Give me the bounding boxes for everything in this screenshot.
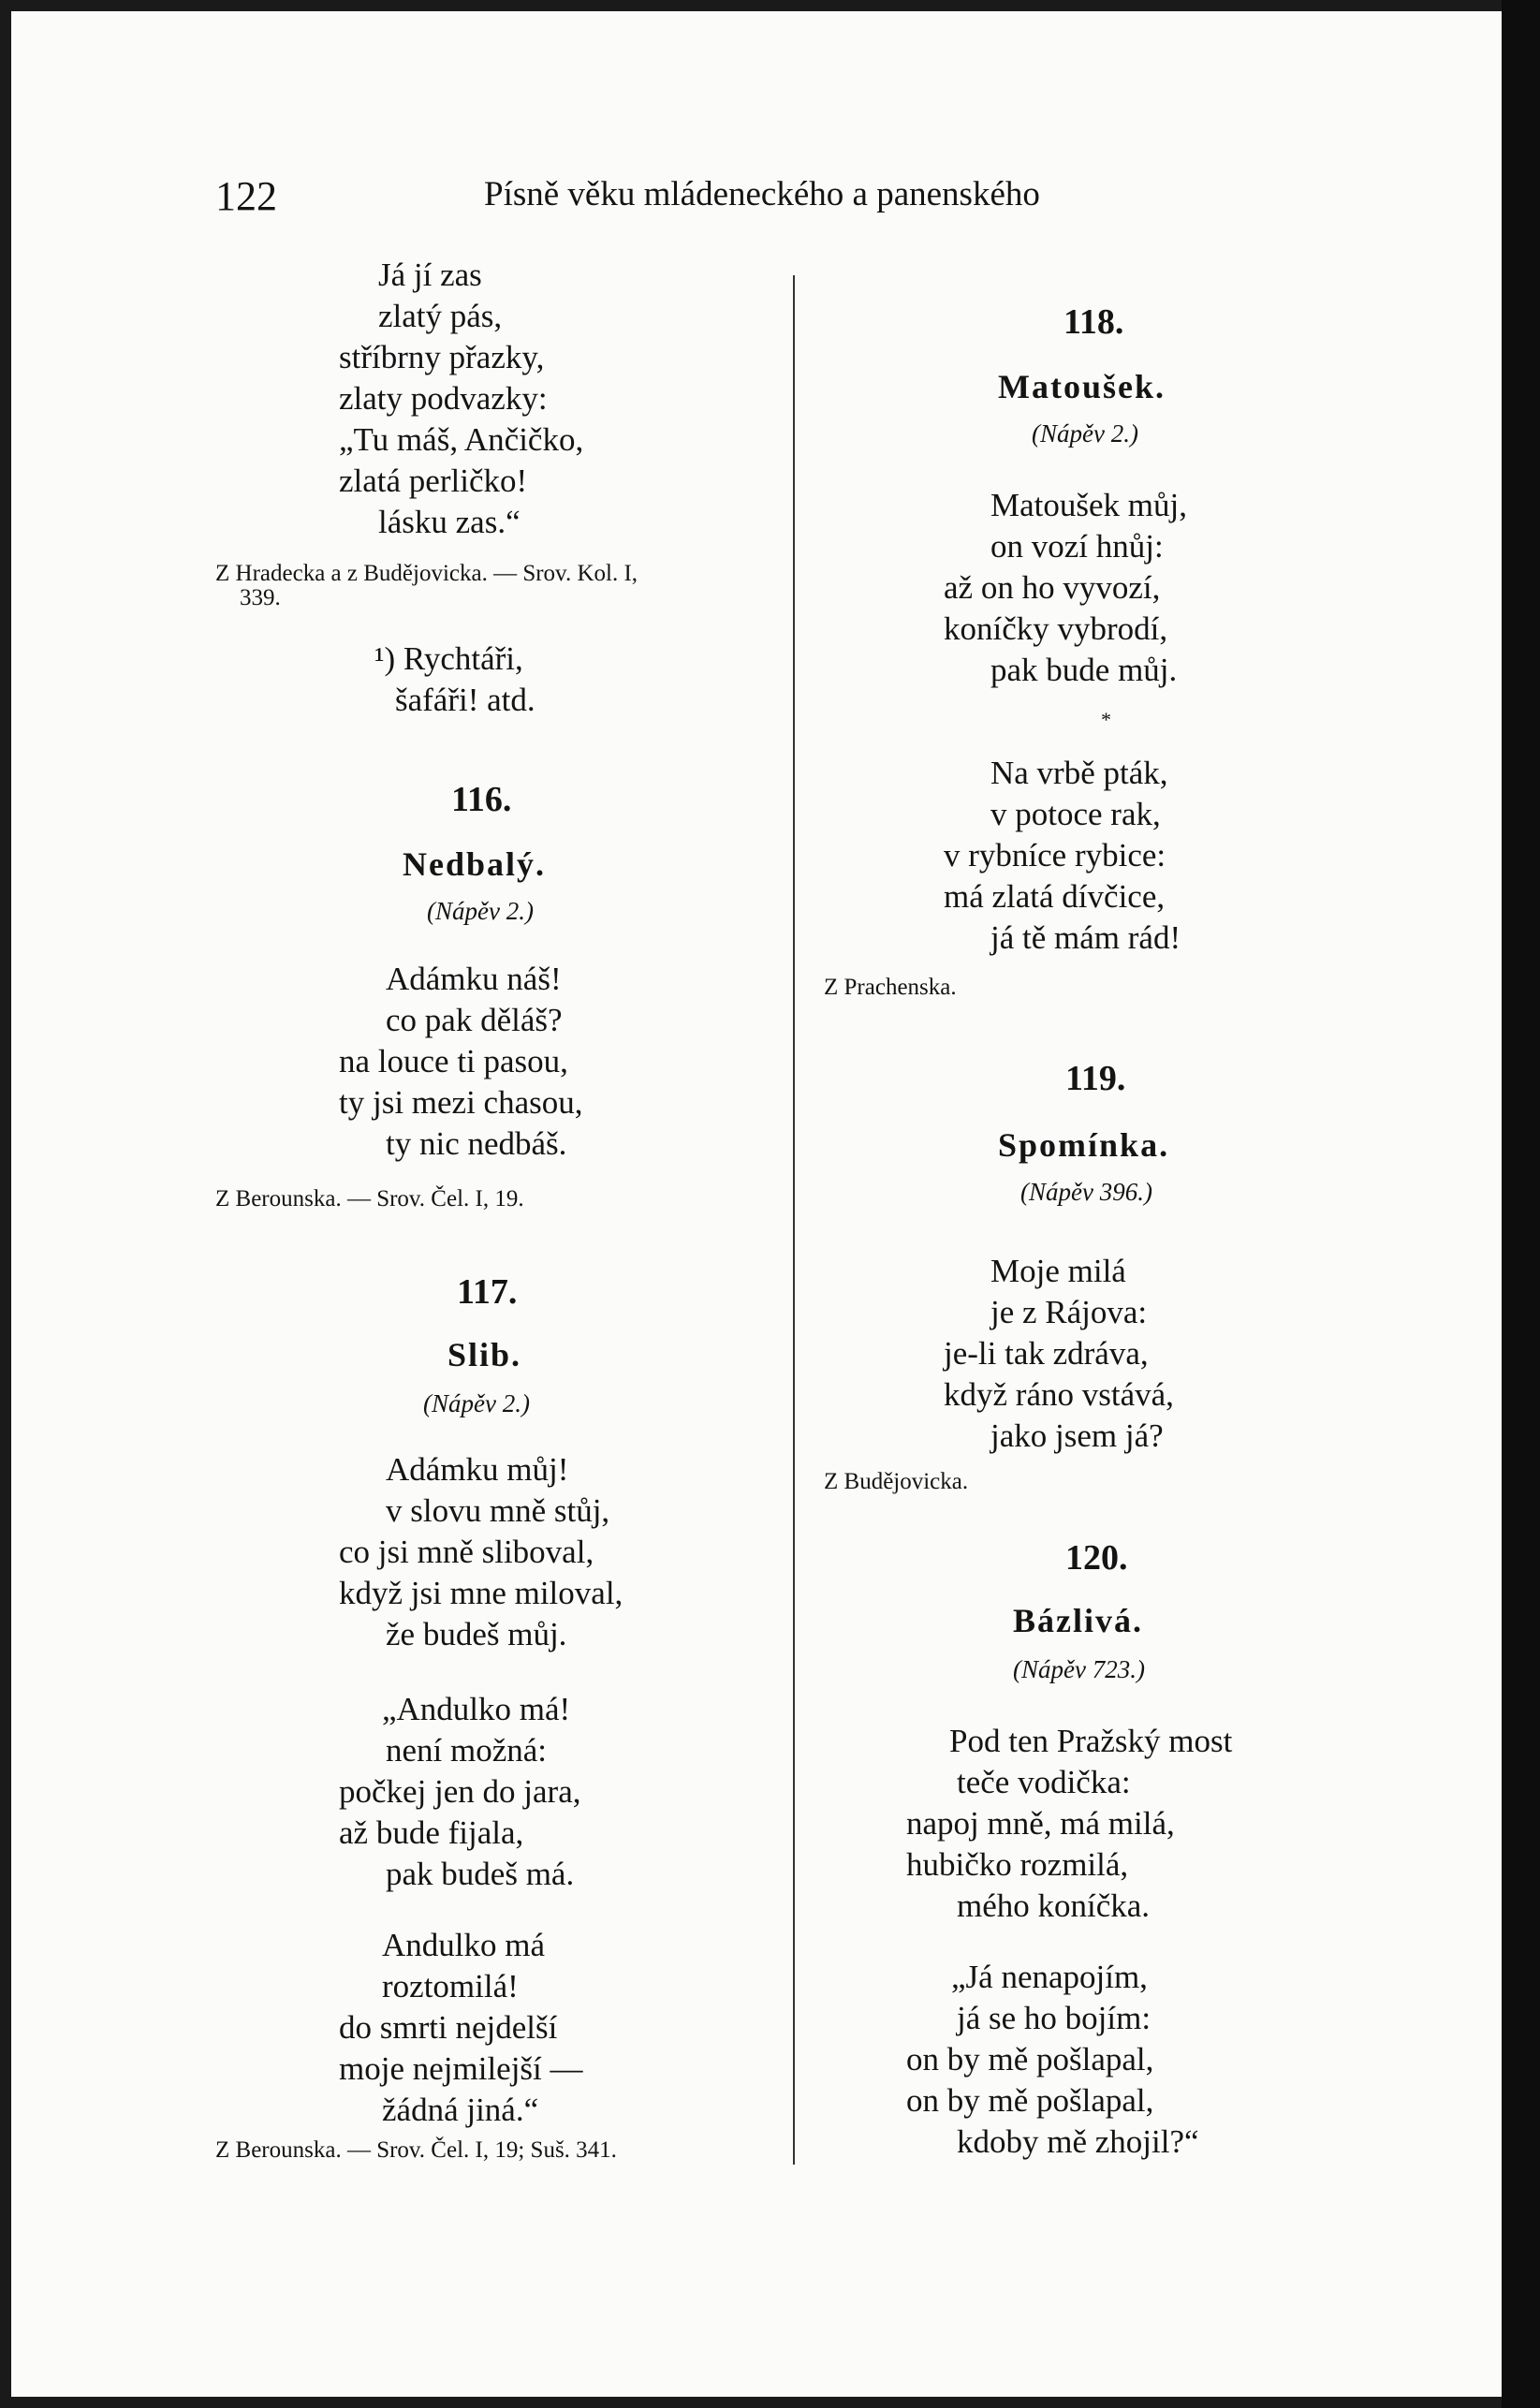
stanza-separator: * xyxy=(1101,708,1111,731)
verse-line: on by mě pošlapal, xyxy=(906,2082,1154,2119)
song-title: Bázlivá. xyxy=(1013,1602,1143,1639)
verse-line: zlatý pás, xyxy=(378,298,503,334)
verse-line: jako jsem já? xyxy=(990,1417,1164,1454)
source-note: Z Berounska. — Srov. Čel. I, 19; Suš. 341. xyxy=(215,2137,617,2163)
verse-line: je z Rájova: xyxy=(990,1294,1148,1330)
verse-line: já tě mám rád! xyxy=(990,919,1181,956)
tune-reference: (Nápěv 2.) xyxy=(423,1389,530,1417)
verse-line: zlatá perličko! xyxy=(339,463,528,499)
source-note: Z Berounska. — Srov. Čel. I, 19. xyxy=(215,1186,524,1211)
source-note: Z Prachenska. xyxy=(824,975,957,1000)
source-note: Z Budějovicka. xyxy=(824,1469,969,1494)
verse-line: v potoce rak, xyxy=(990,796,1161,832)
verse-line: zlaty podvazky: xyxy=(339,380,548,417)
verse-line: koníčky vybrodí, xyxy=(944,610,1168,647)
verse-line: roztomilá! xyxy=(382,1968,519,2004)
verse-line: pak bude můj. xyxy=(990,652,1178,688)
verse-line: co jsi mně sliboval, xyxy=(339,1534,594,1570)
song-title: Slib. xyxy=(447,1336,522,1373)
verse-line: teče vodička: xyxy=(957,1764,1131,1800)
verse-line: moje nejmilejší — xyxy=(339,2050,583,2087)
tune-reference: (Nápěv 723.) xyxy=(1013,1655,1145,1683)
verse-line: pak budeš má. xyxy=(386,1856,575,1892)
verse-line: když ráno vstává, xyxy=(944,1376,1174,1413)
verse-line: na louce ti pasou, xyxy=(339,1043,568,1079)
verse-line: až on ho vyvozí, xyxy=(944,569,1161,606)
running-title: Písně věku mládeneckého a panenského xyxy=(484,175,1040,213)
verse-line: Moje milá xyxy=(990,1253,1126,1289)
song-number: 120. xyxy=(1065,1538,1128,1578)
source-note: Z Hradecka a z Budějovicka. — Srov. Kol. I, xyxy=(215,561,638,586)
verse-line: počkej jen do jara, xyxy=(339,1773,581,1810)
tune-reference: (Nápěv 2.) xyxy=(427,897,534,925)
verse-line: Matoušek můj, xyxy=(990,487,1187,523)
song-number: 119. xyxy=(1065,1059,1126,1098)
verse-line: Na vrbě pták, xyxy=(990,755,1168,791)
right-column xyxy=(11,11,1502,2397)
verse-line: Adámku můj! xyxy=(386,1451,569,1488)
verse-line: když jsi mne miloval, xyxy=(339,1575,623,1611)
verse-line: v slovu mně stůj, xyxy=(386,1492,610,1529)
verse-line: kdoby mě zhojil?“ xyxy=(957,2123,1199,2160)
song-title: Nedbalý. xyxy=(403,845,547,883)
page-number: 122 xyxy=(215,173,277,219)
verse-line: napoj mně, má milá, xyxy=(906,1805,1175,1842)
song-title: Spomínka. xyxy=(998,1126,1170,1164)
verse-line: „Tu máš, Ančičko, xyxy=(339,421,584,458)
verse-line: že budeš můj. xyxy=(386,1616,567,1652)
footnote: šafáři! atd. xyxy=(395,682,535,718)
verse-line: on vozí hnůj: xyxy=(990,528,1164,565)
song-number: 117. xyxy=(457,1272,518,1312)
verse-line: on by mě pošlapal, xyxy=(906,2041,1154,2078)
song-number: 118. xyxy=(1063,302,1124,342)
verse-line: Andulko má xyxy=(382,1927,546,1963)
tune-reference: (Nápěv 2.) xyxy=(1032,419,1138,448)
verse-line: do smrti nejdelší xyxy=(339,2009,558,2046)
verse-line: Pod ten Pražský most xyxy=(949,1723,1233,1759)
verse-line: je-li tak zdráva, xyxy=(944,1335,1149,1372)
tune-reference: (Nápěv 396.) xyxy=(1020,1178,1152,1206)
verse-line: žádná jiná.“ xyxy=(382,2092,539,2128)
verse-line: co pak děláš? xyxy=(386,1002,563,1038)
song-title: Matoušek. xyxy=(998,368,1166,405)
song-number: 116. xyxy=(451,780,512,819)
verse-line: lásku zas.“ xyxy=(378,504,521,540)
verse-line: v rybníce rybice: xyxy=(944,837,1166,874)
footnote: ¹) Rychtáři, xyxy=(374,640,523,677)
source-note: 339. xyxy=(240,585,281,610)
book-page xyxy=(11,11,1502,2397)
verse-line: ty jsi mezi chasou, xyxy=(339,1084,583,1121)
verse-line: ty nic nedbáš. xyxy=(386,1125,567,1162)
verse-line: mého koníčka. xyxy=(957,1887,1151,1924)
verse-line: Já jí zas xyxy=(378,257,482,293)
verse-line: až bude fijala, xyxy=(339,1814,524,1851)
verse-line: „Já nenapojím, xyxy=(951,1959,1148,1995)
verse-line: hubičko rozmilá, xyxy=(906,1846,1129,1883)
verse-line: není možná: xyxy=(386,1732,548,1769)
verse-line: „Andulko má! xyxy=(382,1691,571,1727)
verse-line: má zlatá dívčice, xyxy=(944,878,1166,915)
verse-line: Adámku náš! xyxy=(386,961,562,997)
verse-line: stříbrny přazky, xyxy=(339,339,545,375)
scan-border xyxy=(1502,0,1540,2408)
verse-line: já se ho bojím: xyxy=(957,2000,1151,2036)
